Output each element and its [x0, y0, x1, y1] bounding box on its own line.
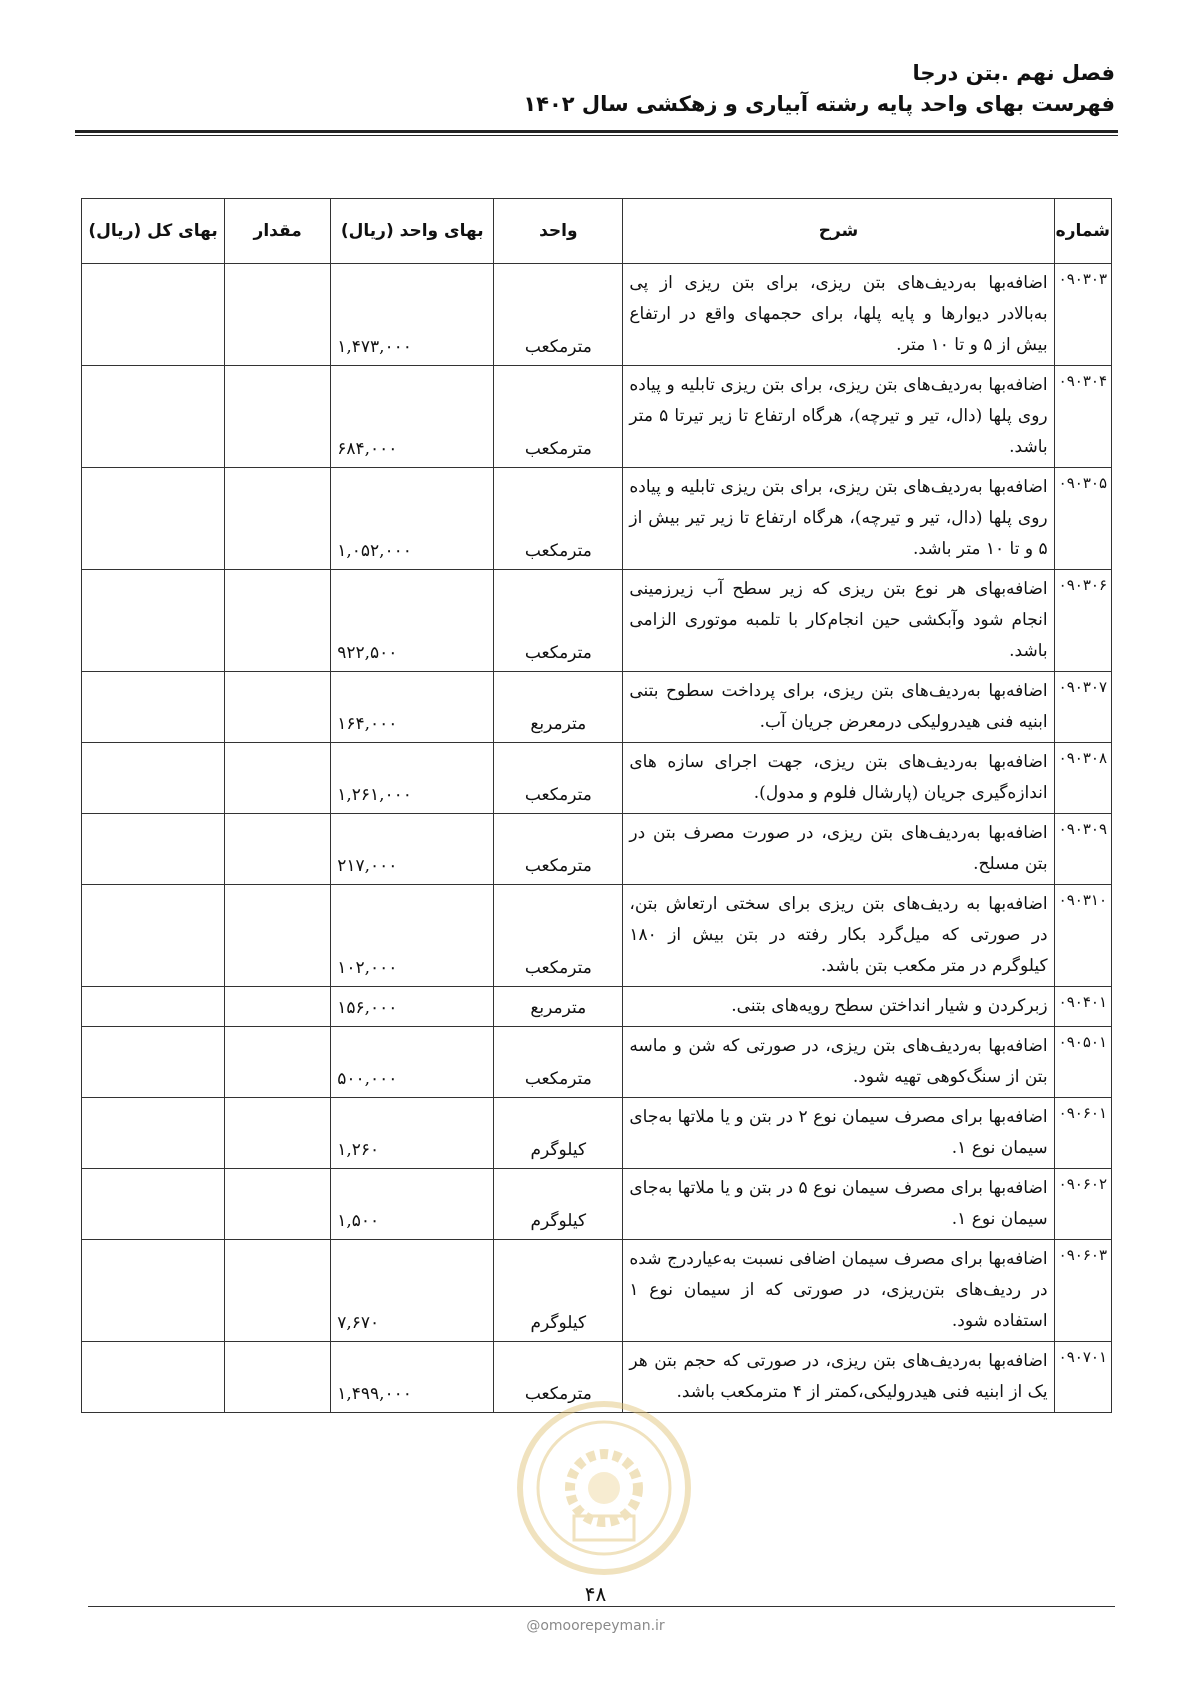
item-total-price	[82, 1098, 225, 1169]
item-total-price	[82, 1027, 225, 1098]
item-quantity	[225, 264, 331, 366]
item-description: اضافه‌بها به‌ردیف‌های بتن ریزی، برای بتن ریزی تابلیه و پیاده روی پلها (دال، تیر و تیرچه)، هرگاه ارتفاع تا زیر تیرتا ۵ متر باشد.	[623, 366, 1054, 468]
item-unit: مترمکعب	[494, 468, 623, 570]
table-row	[82, 885, 1112, 987]
chapter-title: فصل نهم .بتن درجا	[912, 61, 1115, 85]
item-quantity	[225, 743, 331, 814]
table-row	[82, 570, 1112, 672]
item-total-price	[82, 987, 225, 1027]
item-unit-price: ۶۸۴,۰۰۰	[331, 366, 494, 468]
item-code: ۰۹۰۴۰۱	[1054, 987, 1111, 1027]
table-row	[82, 1098, 1112, 1169]
item-unit: کیلوگرم	[494, 1098, 623, 1169]
table-row	[82, 264, 1112, 366]
col-header-description: شرح	[623, 199, 1054, 264]
item-code: ۰۹۰۳۰۶	[1054, 570, 1111, 672]
item-quantity	[225, 814, 331, 885]
item-quantity	[225, 1169, 331, 1240]
item-quantity	[225, 1027, 331, 1098]
table-row	[82, 1169, 1112, 1240]
item-quantity	[225, 987, 331, 1027]
item-total-price	[82, 814, 225, 885]
item-code: ۰۹۰۳۰۳	[1054, 264, 1111, 366]
item-unit: مترمکعب	[494, 264, 623, 366]
item-unit: کیلوگرم	[494, 1169, 623, 1240]
item-description: اضافه‌بها به‌ردیف‌های بتن ریزی، جهت اجرای سازه های اندازه‌گیری جریان (پارشال فلوم و مدول).	[623, 743, 1054, 814]
document-title: فهرست بهای واحد پایه رشته آبیاری و زهکشی سال ۱۴۰۲	[523, 92, 1115, 116]
item-unit-price: ۱۰۲,۰۰۰	[331, 885, 494, 987]
item-description: اضافه‌بها برای مصرف سیمان نوع ۲ در بتن و یا ملاتها به‌جای سیمان نوع ۱.	[623, 1098, 1054, 1169]
table-header-row	[82, 199, 1112, 264]
col-header-total-price: بهای کل (ریال)	[82, 199, 225, 264]
item-quantity	[225, 1240, 331, 1342]
item-unit: مترمکعب	[494, 743, 623, 814]
table-row	[82, 1240, 1112, 1342]
col-header-quantity: مقدار	[225, 199, 331, 264]
item-code: ۰۹۰۳۱۰	[1054, 885, 1111, 987]
item-unit: مترمکعب	[494, 366, 623, 468]
item-unit: مترمکعب	[494, 1342, 623, 1413]
item-description: اضافه‌بهای هر نوع بتن ریزی که زیر سطح آب زیرزمینی انجام شود وآبکشی حین انجام‌کار با تلمبه موتوری الزامی باشد.	[623, 570, 1054, 672]
item-quantity	[225, 672, 331, 743]
item-quantity	[225, 366, 331, 468]
item-unit: مترمکعب	[494, 885, 623, 987]
table-row	[82, 1027, 1112, 1098]
table-row	[82, 987, 1112, 1027]
item-description: زبرکردن و شیار انداختن سطح رویه‌های بتنی.	[623, 987, 1054, 1027]
item-unit-price: ۹۲۲,۵۰۰	[331, 570, 494, 672]
item-quantity	[225, 1098, 331, 1169]
page-header	[65, 58, 1115, 120]
item-unit-price: ۱,۵۰۰	[331, 1169, 494, 1240]
item-unit-price: ۱,۲۶۱,۰۰۰	[331, 743, 494, 814]
item-code: ۰۹۰۳۰۵	[1054, 468, 1111, 570]
item-total-price	[82, 1169, 225, 1240]
col-header-unit-price: بهای واحد (ریال)	[331, 199, 494, 264]
item-total-price	[82, 264, 225, 366]
item-code: ۰۹۰۶۰۲	[1054, 1169, 1111, 1240]
item-code: ۰۹۰۶۰۱	[1054, 1098, 1111, 1169]
table-row	[82, 743, 1112, 814]
item-description: اضافه‌بها به‌ردیف‌های بتن ریزی، برای بتن ریزی از پی به‌بالادر دیوارها و پایه پلها، برای حجمهای واقع در ارتفاع بیش از ۵ و تا ۱۰ متر.	[623, 264, 1054, 366]
item-total-price	[82, 570, 225, 672]
item-quantity	[225, 885, 331, 987]
website-watermark: @omoorepeyman.ir	[526, 1618, 665, 1634]
page-number: ۴۸	[584, 1582, 607, 1606]
item-unit-price: ۱,۰۵۲,۰۰۰	[331, 468, 494, 570]
table-row	[82, 672, 1112, 743]
footer-divider	[88, 1606, 1115, 1607]
item-total-price	[82, 1342, 225, 1413]
item-code: ۰۹۰۳۰۹	[1054, 814, 1111, 885]
item-unit-price: ۱,۴۹۹,۰۰۰	[331, 1342, 494, 1413]
item-description: اضافه‌بها به‌ردیف‌های بتن ریزی، برای بتن ریزی تابلیه و پیاده روی پلها (دال، تیر و تیرچه)، هرگاه ارتفاع تا زیر تیر بیش از ۵ و تا ۱۰ متر باشد.	[623, 468, 1054, 570]
item-unit-price: ۷,۶۷۰	[331, 1240, 494, 1342]
item-code: ۰۹۰۵۰۱	[1054, 1027, 1111, 1098]
item-unit-price: ۱۶۴,۰۰۰	[331, 672, 494, 743]
item-unit-price: ۵۰۰,۰۰۰	[331, 1027, 494, 1098]
item-unit-price: ۲۱۷,۰۰۰	[331, 814, 494, 885]
item-unit: مترمربع	[494, 672, 623, 743]
item-code: ۰۹۰۶۰۳	[1054, 1240, 1111, 1342]
item-unit: مترمربع	[494, 987, 623, 1027]
item-code: ۰۹۰۳۰۴	[1054, 366, 1111, 468]
item-description: اضافه‌بها برای مصرف سیمان اضافی نسبت به‌عیاردرج شده در ردیف‌های بتن‌ریزی، در صورتی که از سیمان نوع ۱ استفاده شود.	[623, 1240, 1054, 1342]
item-total-price	[82, 468, 225, 570]
table-row	[82, 468, 1112, 570]
item-unit-price: ۱,۴۷۳,۰۰۰	[331, 264, 494, 366]
item-description: اضافه‌بها به‌ردیف‌های بتن ریزی، در صورت مصرف بتن در بتن مسلح.	[623, 814, 1054, 885]
item-code: ۰۹۰۳۰۸	[1054, 743, 1111, 814]
item-quantity	[225, 570, 331, 672]
item-unit-price: ۱۵۶,۰۰۰	[331, 987, 494, 1027]
item-description: اضافه‌بها به‌ردیف‌های بتن ریزی، در صورتی که حجم بتن هر یک از ابنیه فنی هیدرولیکی،کمتر از ۴ مترمکعب باشد.	[623, 1342, 1054, 1413]
header-divider-thick	[75, 130, 1118, 133]
item-description: اضافه‌بها به‌ردیف‌های بتن ریزی، برای پرداخت سطوح بتنی ابنیه فنی هیدرولیکی درمعرض جریان آب.	[623, 672, 1054, 743]
col-header-unit: واحد	[494, 199, 623, 264]
item-total-price	[82, 1240, 225, 1342]
item-description: اضافه‌بها به‌ردیف‌های بتن ریزی، در صورتی که شن و ماسه بتن از سنگ‌کوهی تهیه شود.	[623, 1027, 1054, 1098]
item-total-price	[82, 366, 225, 468]
header-divider-thin	[75, 135, 1118, 136]
item-unit: مترمکعب	[494, 1027, 623, 1098]
item-total-price	[82, 743, 225, 814]
table-row	[82, 814, 1112, 885]
item-quantity	[225, 1342, 331, 1413]
item-description: اضافه‌بها برای مصرف سیمان نوع ۵ در بتن و یا ملاتها به‌جای سیمان نوع ۱.	[623, 1169, 1054, 1240]
item-quantity	[225, 468, 331, 570]
item-total-price	[82, 885, 225, 987]
item-unit: مترمکعب	[494, 570, 623, 672]
price-list-table	[81, 198, 1112, 1413]
table-row	[82, 366, 1112, 468]
col-header-code: شماره	[1054, 199, 1111, 264]
seal-watermark	[514, 1398, 694, 1578]
item-code: ۰۹۰۷۰۱	[1054, 1342, 1111, 1413]
item-unit: مترمکعب	[494, 814, 623, 885]
item-code: ۰۹۰۳۰۷	[1054, 672, 1111, 743]
item-unit-price: ۱,۲۶۰	[331, 1098, 494, 1169]
item-unit: کیلوگرم	[494, 1240, 623, 1342]
item-total-price	[82, 672, 225, 743]
item-description: اضافه‌بها به ردیف‌های بتن ریزی برای سختی ارتعاش بتن، در صورتی که میل‌گرد بکار رفته در بتن بیش از ۱۸۰ کیلوگرم در متر مکعب بتن باشد.	[623, 885, 1054, 987]
